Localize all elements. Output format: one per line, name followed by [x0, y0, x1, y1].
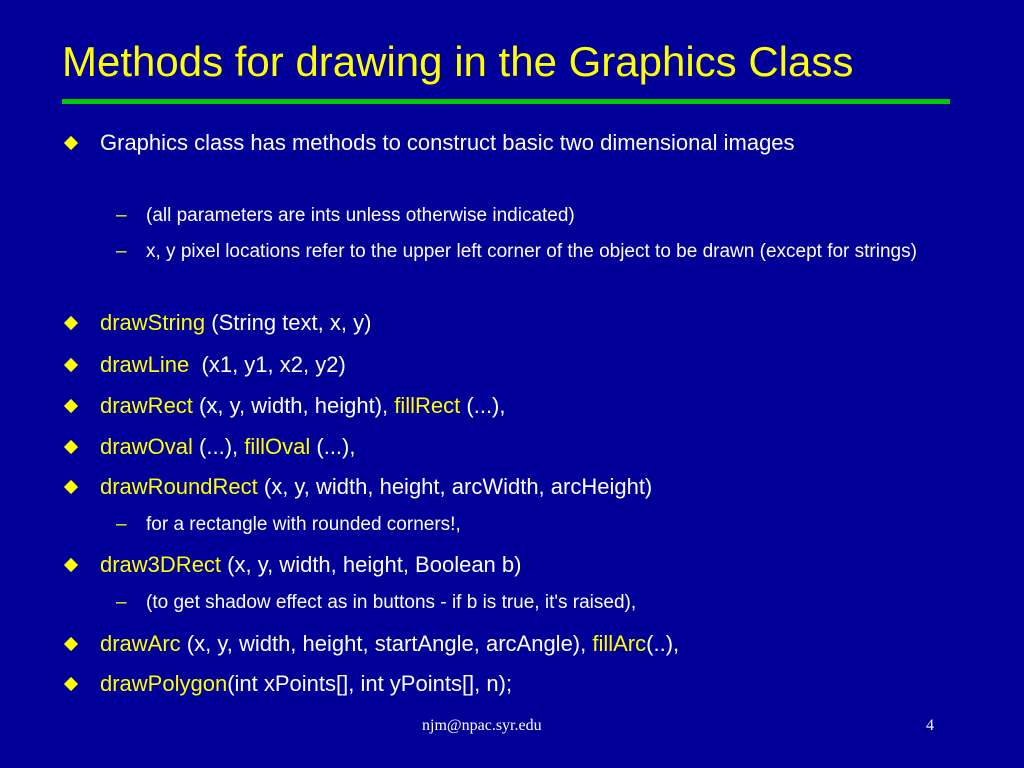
diamond-icon — [64, 136, 78, 150]
method-name: draw3DRect — [100, 552, 222, 577]
method-name: drawRoundRect — [100, 474, 258, 499]
bullet-item-drawline — [100, 348, 920, 381]
method-params-secondary: (..), — [646, 631, 680, 656]
diamond-icon — [64, 399, 78, 413]
method-params: (x, y, width, height, startAngle, arcAngle), — [180, 631, 593, 656]
sub-item-parameters — [116, 202, 926, 230]
sub-item-text: x, y pixel locations refer to the upper left corner of the object to be drawn (except for strings) — [146, 241, 917, 262]
sub-item-pixel-locations — [116, 238, 926, 266]
bullet-item-drawroundrect — [100, 470, 920, 503]
bullet-item-graphics-class — [100, 126, 920, 159]
method-params: (x, y, width, height, Boolean b) — [221, 552, 522, 577]
bullet-item-draw3drect — [100, 548, 920, 581]
diamond-icon — [64, 480, 78, 494]
bullet-item-drawstring — [100, 306, 920, 339]
sub-item-text: for a rectangle with rounded corners!, — [146, 514, 461, 535]
method-params: (x1, y1, x2, y2) — [189, 352, 346, 377]
sub-item-shadow-effect — [116, 589, 926, 617]
diamond-icon — [64, 637, 78, 651]
bullet-item-drawoval — [100, 430, 920, 463]
method-name-secondary: fillOval — [244, 434, 311, 459]
diamond-icon — [64, 677, 78, 691]
sub-item-text: (to get shadow effect as in buttons - if b is true, it's raised), — [146, 592, 637, 613]
dash-marker: – — [116, 205, 127, 226]
dash-marker: – — [116, 241, 127, 262]
method-params: (x, y, width, height), — [192, 393, 395, 418]
method-params: (x, y, width, height, arcWidth, arcHeight) — [257, 474, 653, 499]
diamond-icon — [64, 440, 78, 454]
method-name: drawArc — [100, 631, 181, 656]
method-name: drawLine — [100, 352, 190, 377]
method-name: drawOval — [100, 434, 193, 459]
footer-author-email: njm@npac.syr.edu — [422, 717, 542, 734]
sub-item-text: (all parameters are ints unless otherwise indicated) — [146, 205, 575, 226]
method-params-secondary: (...), — [310, 434, 356, 459]
bullet-item-drawarc — [100, 627, 920, 660]
method-params-secondary: (...), — [460, 393, 506, 418]
sub-item-rounded-corners — [116, 511, 926, 539]
method-params: (int xPoints[], int yPoints[], n); — [227, 671, 513, 696]
method-params: (...), — [192, 434, 245, 459]
dash-marker: – — [116, 592, 127, 613]
bullet-item-drawrect — [100, 389, 920, 422]
method-name: drawPolygon — [100, 671, 228, 696]
method-name: drawRect — [100, 393, 193, 418]
slide-title: Methods for drawing in the Graphics Class — [62, 38, 854, 85]
method-params: (String text, x, y) — [205, 310, 372, 335]
method-name: drawString — [100, 310, 206, 335]
method-name-secondary: fillRect — [394, 393, 461, 418]
bullet-item-drawpolygon — [100, 667, 920, 700]
bullet-text: Graphics class has methods to construct basic two dimensional images — [100, 130, 795, 155]
diamond-icon — [64, 316, 78, 330]
method-name-secondary: fillArc — [592, 631, 647, 656]
page-number: 4 — [926, 717, 934, 734]
dash-marker: – — [116, 514, 127, 535]
diamond-icon — [64, 558, 78, 572]
diamond-icon — [64, 358, 78, 372]
